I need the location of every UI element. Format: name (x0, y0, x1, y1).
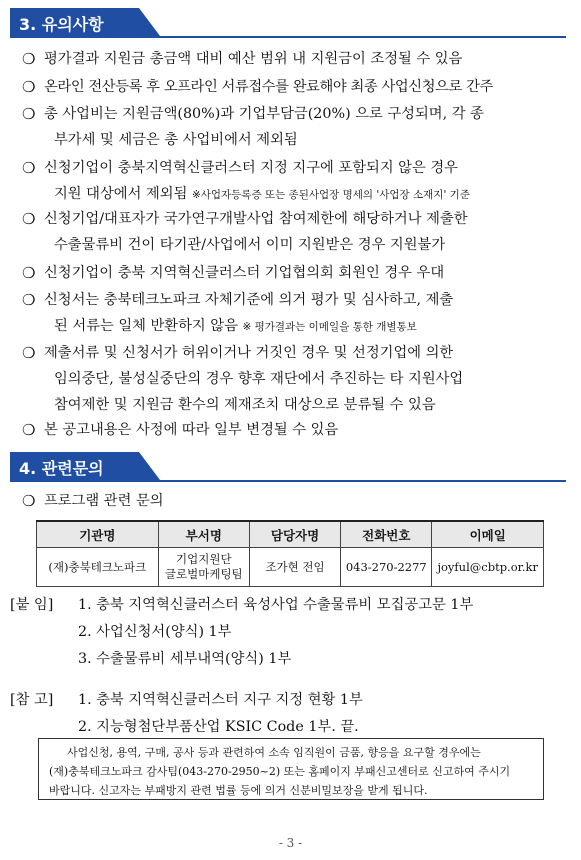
section-4-header (10, 452, 566, 482)
list-item: ❍ 총 사업비는 지원금액(80%)과 기업부담금(20%) 으로 구성되며, 각 종 부가세 및 세금은 총 사업비에서 제외됨 (22, 101, 570, 153)
list-item: ❍ 신청기업이 충북 지역혁신클러스터 기업협의회 회원인 경우 우대 (22, 260, 570, 286)
table-row (37, 548, 544, 587)
table-header-row (37, 521, 544, 548)
attachment-item: 3. 수출물류비 세부내역(양식) 1부 (78, 651, 292, 667)
footnote: ※ 평가결과는 이메일을 통한 개별통보 (242, 321, 417, 333)
list-item: ❍ 온라인 전산등록 후 오프라인 서류접수를 완료해야 최종 사업신청으로 간주 (22, 74, 570, 100)
attachment-item: 1. 충북 지역혁신클러스터 육성사업 수출물류비 모집공고문 1부 (78, 597, 474, 613)
cell-phone: 043-270-2277 (341, 548, 432, 587)
contact-table (36, 520, 544, 587)
section-4-rule (10, 480, 566, 482)
reference-item: 1. 충북 지역혁신클러스터 지구 지정 현황 1부 (78, 692, 363, 708)
list-item: ❍ 제출서류 및 신청서가 허위이거나 거짓인 경우 및 선정기업에 의한 임의중단, 불성실중단의 경우 향후 재단에서 추진하는 타 지원사업 참여제한 및 지원금 환수의 제재조치 대상으로 분류될 수 있음 (22, 340, 570, 418)
bullet-icon: ❍ (22, 50, 36, 68)
cell-dept: 기업지원단 글로벌마케팅팀 (158, 548, 249, 587)
references-label: [참 고] (10, 692, 54, 708)
cell-org: (재)충북테크노파크 (37, 548, 159, 587)
list-item: ❍ 평가결과 지원금 총금액 대비 예산 범위 내 지원금이 조정될 수 있음 (22, 46, 570, 72)
reference-item: 2. 지능형첨단부품산업 KSIC Code 1부. 끝. (78, 719, 359, 735)
bullet-icon: ❍ (22, 421, 36, 439)
anti-corruption-notice: 사업신청, 용역, 구매, 공사 등과 관련하여 소속 임직원이 금품, 향응을 요구할 경우에는 (재)충북테크노파크 감사팀(043-270-2950~2) 또는 홈페이지 부패신고센터로 신고하여 주시기 바랍니다. 신고자는 부패방지 관련 법률 등에 의거 신분비밀보장을 받게 됩니다. (38, 738, 544, 800)
header-person: 담당자명 (249, 521, 340, 548)
header-dept: 부서명 (158, 521, 249, 548)
section-3-header (10, 8, 566, 38)
bullet-icon: ❍ (22, 78, 36, 96)
section-4-title: 4. 관련문의 (19, 459, 104, 478)
bullet-icon: ❍ (22, 105, 36, 123)
section-3-title: 3. 유의사항 (19, 15, 104, 34)
header-phone: 전화번호 (341, 521, 432, 548)
attachments (10, 592, 473, 673)
footnote: ※사업자등록증 또는 종된사업장 명세의 '사업장 소재지' 기준 (191, 189, 470, 201)
attachment-item: 2. 사업신청서(양식) 1부 (78, 624, 232, 640)
header-email: 이메일 (432, 521, 544, 548)
bullet-icon: ❍ (22, 492, 36, 510)
attachments-label: [붙 임] (10, 597, 54, 613)
list-item: ❍ 신청기업이 충북지역혁신클러스터 지정 지구에 포함되지 않은 경우 지원 대상에서 제외됨 ※사업자등록증 또는 종된사업장 명세의 '사업장 소재지' 기준 (22, 155, 570, 208)
section-3-rule (10, 36, 566, 38)
bullet-icon: ❍ (22, 264, 36, 282)
list-item: ❍ 프로그램 관련 문의 (22, 488, 570, 514)
cell-person: 조가현 전임 (249, 548, 340, 587)
list-item: ❍ 신청기업/대표자가 국가연구개발사업 참여제한에 해당하거나 제출한 수출물류비 건이 타기관/사업에서 이미 지원받은 경우 지원불가 (22, 206, 570, 258)
header-org: 기관명 (37, 521, 159, 548)
cell-email[interactable]: joyful@cbtp.or.kr (432, 548, 544, 587)
references (10, 687, 363, 741)
bullet-icon: ❍ (22, 210, 36, 228)
bullet-icon: ❍ (22, 159, 36, 177)
list-item: ❍ 본 공고내용은 사정에 따라 일부 변경될 수 있음 (22, 417, 570, 443)
list-item: ❍ 신청서는 충북테크노파크 자체기준에 의거 평가 및 심사하고, 제출 된 서류는 일체 반환하지 않음 ※ 평가결과는 이메일을 통한 개별통보 (22, 287, 570, 340)
page-number: - 3 - (278, 836, 303, 850)
bullet-icon: ❍ (22, 344, 36, 362)
bullet-icon: ❍ (22, 291, 36, 309)
